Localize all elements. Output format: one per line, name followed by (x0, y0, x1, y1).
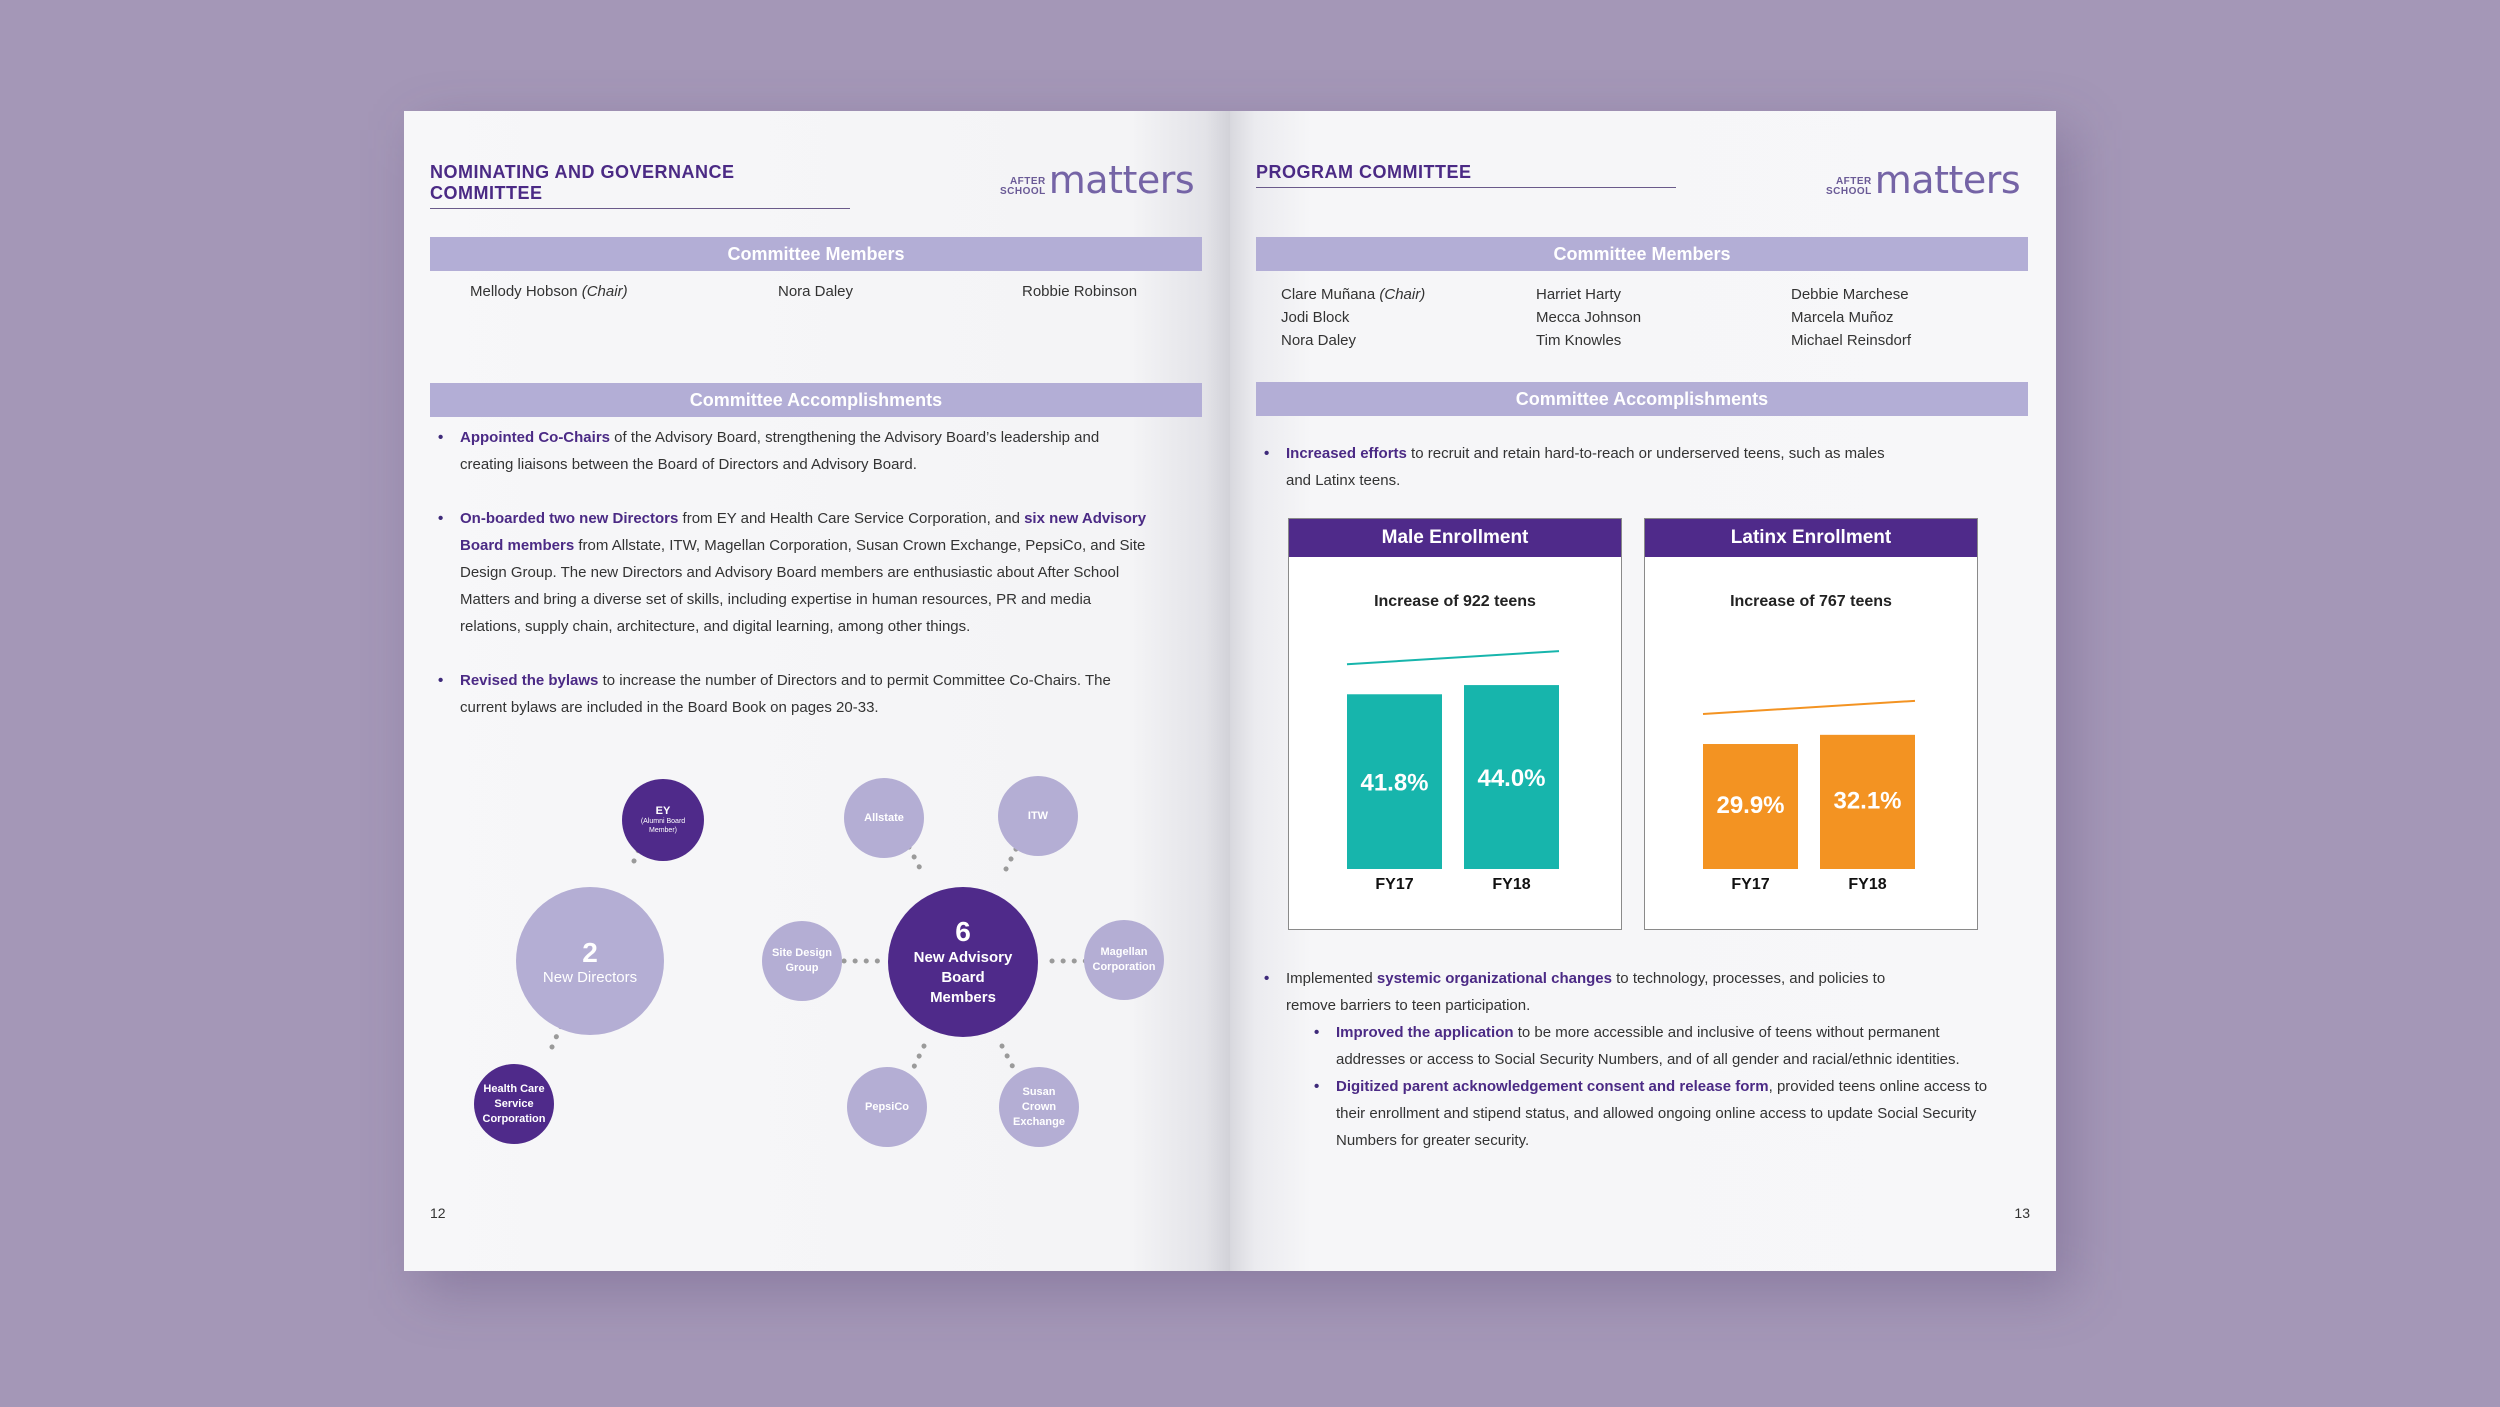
advisory-count: 6 (955, 916, 971, 947)
advisory-label: New Advisory Board Members (913, 949, 1013, 1006)
site-design-label: Site Design Group (772, 947, 832, 974)
member-3: Robbie Robinson (1022, 283, 1138, 300)
bullet-item: • Increased efforts to recruit and retain hard-to-reach or underserved teens, such as males and Latinx teens. (1260, 440, 1910, 494)
ey-sublabel: (Alumni Board Member) (640, 818, 686, 834)
logo-text-school: SCHOOL (1826, 186, 1872, 197)
chart-subtitle: Increase of 922 teens (1374, 593, 1536, 610)
chart-plot (1289, 519, 1621, 929)
bar-value-label: 29.9% (1716, 791, 1785, 819)
logo-text-matters: matters (1048, 158, 1195, 202)
logo-text-after: AFTER (1009, 176, 1046, 187)
after-school-matters-logo (1826, 158, 2021, 202)
accomplishments-header: Committee Accomplishments (1256, 382, 2028, 416)
pepsico-label: PepsiCo (864, 1101, 909, 1113)
member-1: Mellody Hobson (Chair) (470, 283, 628, 300)
bullet-2 (1260, 965, 2020, 1154)
bullet-1 (1260, 440, 1910, 521)
bullet-item: • On-boarded two new Directors from EY and Health Care Service Corporation, and six new Advisory Board members from Allstate, ITW, Magellan Corporation, Susan Crown Exchange, PepsiCo, and Site Design Group. The new Directors and Advisory Board members are enthusiastic about After School Matters and bring a diverse set of skills, including expertise in human resources, PR and media relations, supply chain, architecture, and digital learning, among other things. (434, 505, 1154, 640)
member: Clare Muñana (Chair) (1281, 286, 1426, 303)
magellan-circle (1084, 920, 1164, 1000)
new-directors-circle (516, 887, 664, 1035)
bar-value-label: 32.1% (1833, 787, 1902, 815)
chart-title: Male Enrollment (1289, 519, 1621, 557)
hcsc-circle (474, 1064, 554, 1144)
member: Tim Knowles (1536, 332, 1622, 349)
members-column-2 (1536, 283, 1641, 352)
members-header: Committee Members (430, 237, 1202, 271)
member: Michael Reinsdorf (1791, 332, 1912, 349)
member: Marcela Muñoz (1791, 309, 1894, 326)
page-number: 13 (2014, 1205, 2030, 1221)
hcsc-label: Health Care Service Corporation (482, 1082, 546, 1125)
bullet-item: • Implemented systemic organizational changes to technology, processes, and policies to remove barriers to teen participation. (1260, 965, 1936, 1019)
bar-value-label: 44.0% (1477, 765, 1546, 793)
allstate-circle (844, 778, 924, 858)
latinx-enrollment-chart (1644, 518, 1978, 930)
chart-plot (1645, 519, 1977, 929)
page-left (404, 111, 1230, 1271)
itw-label: ITW (1027, 810, 1049, 822)
members-column-1 (1281, 283, 1425, 352)
logo-text-matters: matters (1874, 158, 2021, 202)
bar-value-label: 41.8% (1360, 769, 1429, 797)
advisory-circle (888, 887, 1038, 1037)
member: Jodi Block (1281, 309, 1350, 326)
member: Nora Daley (1281, 332, 1357, 349)
chart-title: Latinx Enrollment (1645, 519, 1977, 557)
page-right (1230, 111, 2056, 1271)
category-label: FY17 (1375, 876, 1414, 893)
bullet-item: • Revised the bylaws to increase the number of Directors and to permit Committee Co-Chairs. The current bylaws are included in the Board Book on pages 20-33. (434, 667, 1154, 721)
ey-circle (622, 779, 704, 861)
magellan-label: Magellan Corporation (1092, 946, 1156, 973)
page-number: 12 (430, 1205, 446, 1221)
accomplishments-header: Committee Accomplishments (430, 383, 1202, 417)
category-label: FY18 (1848, 876, 1887, 893)
site-design-circle (762, 921, 842, 1001)
pepsico-circle (847, 1067, 927, 1147)
male-enrollment-chart (1288, 518, 1622, 930)
chart-subtitle: Increase of 767 teens (1730, 593, 1892, 610)
logo-text-after: AFTER (1835, 176, 1872, 187)
category-label: FY18 (1492, 876, 1531, 893)
member-2: Nora Daley (778, 283, 854, 300)
category-label: FY17 (1731, 876, 1770, 893)
members-column-3 (1791, 283, 1911, 352)
trend-line (1347, 651, 1559, 664)
susan-crown-circle (999, 1067, 1079, 1147)
section-title: PROGRAM COMMITTEE (1256, 162, 1676, 188)
allstate-label: Allstate (864, 812, 904, 824)
ey-label: EY (655, 805, 671, 817)
members-header: Committee Members (1256, 237, 2028, 271)
sub-bullet-item: • Digitized parent acknowledgement consent and release form, provided teens online access to their enrollment and stipend status, and allowed ongoing online access to update Social Security Numbers for greater security. (1310, 1073, 1996, 1154)
directors-label: New Directors (542, 968, 638, 986)
member: Mecca Johnson (1536, 309, 1642, 326)
trend-line (1703, 701, 1915, 714)
directors-count: 2 (582, 936, 598, 968)
bullet-item: • Appointed Co-Chairs of the Advisory Board, strengthening the Advisory Board’s leadership and creating liaisons between the Board of Directors and Advisory Board. (434, 424, 1154, 478)
sub-bullet-item: • Improved the application to be more accessible and inclusive of teens without permanent addresses or access to Social Security Numbers, and of all gender and racial/ethnic identities. (1310, 1019, 1996, 1073)
logo-text-school: SCHOOL (1000, 186, 1046, 197)
section-title: NOMINATING AND GOVERNANCE COMMITTEE (430, 162, 850, 209)
itw-circle (998, 776, 1078, 856)
member: Harriet Harty (1536, 286, 1622, 303)
susan-crown-label: Susan Crown Exchange (1013, 1085, 1065, 1128)
member: Debbie Marchese (1791, 286, 1909, 303)
